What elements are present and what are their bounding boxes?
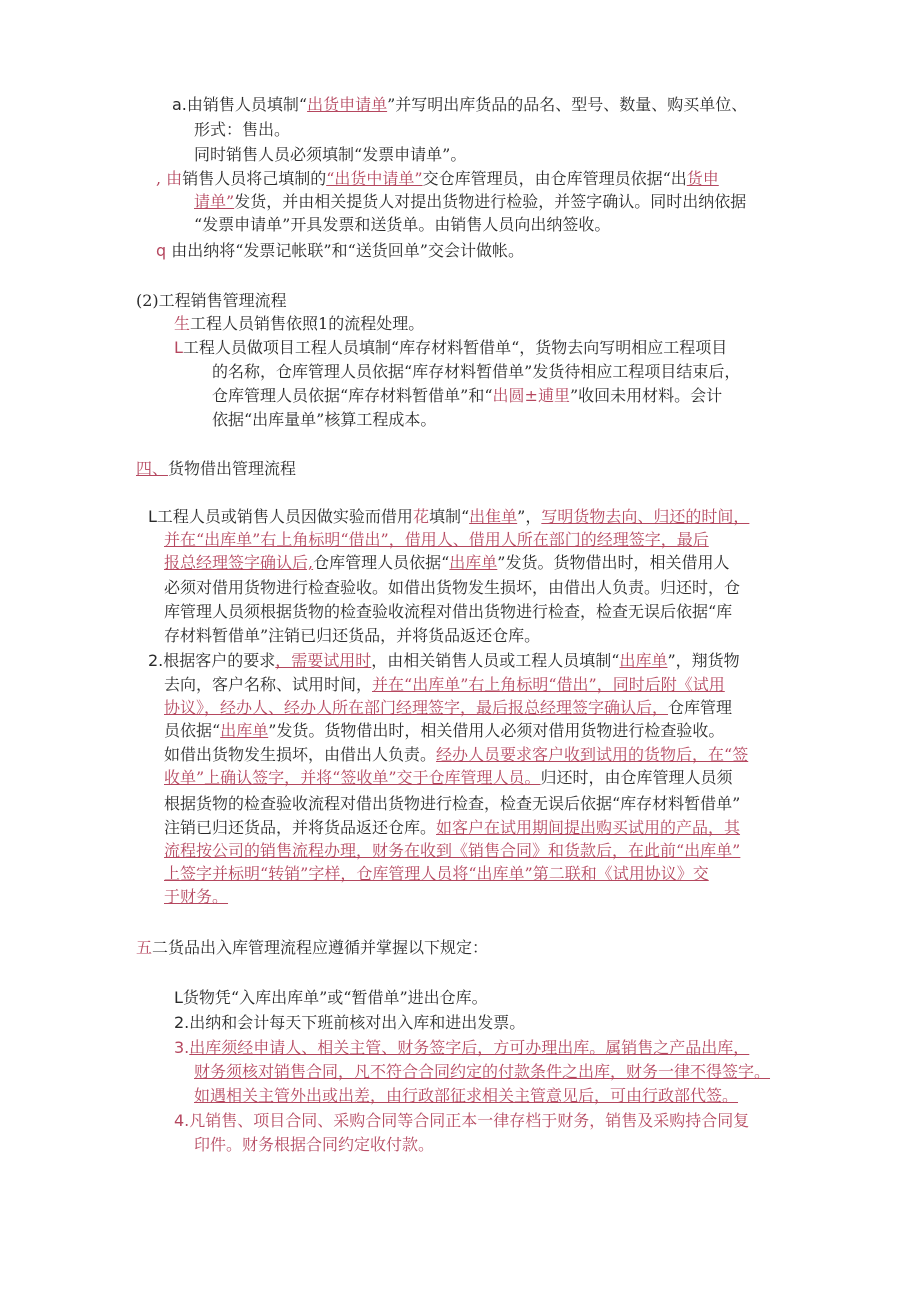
section-4-item-2-line1: 2.根据客户的要求，需要试用时，由相关销售人员或工程人员填制“出库单”，翔货物 [148, 651, 740, 670]
section-4-item-2-line10: 上签字并标明“转销”字样，仓库管理人员将“出库单”第二联和《试用协议》交 [164, 864, 709, 883]
section-4-item-2-line6: 收单”上确认签字，并将“签收单”交于仓库管理人员。归还时，由仓库管理人员须 [164, 768, 733, 787]
item-a-line1: a.由销售人员填制“出货申请单”并写明出库货品的品名、型号、数量、购买单位、 [172, 95, 748, 114]
section-5-item-3-line3: 如遇相关主管外出或出差，由行政部征求相关主管意见后，可由行政部代签。 [194, 1086, 739, 1105]
section-5-item-4-line1: 4.凡销售、项目合同、采购合同等合同正本一律存档于财务，销售及采购持合同复 [174, 1111, 750, 1130]
section-4-item-2-line9: 流程按公司的销售流程办理，财务在收到《销售合同》和货款后，在此前“出库单” [164, 841, 741, 860]
section-2-item-2-line4: 依据“出库量单”核算工程成本。 [212, 410, 437, 429]
section-2-item-2-line2: 的名称，仓库管理人员依据“库存材料暂借单”发货待相应工程项目结束后， [212, 362, 741, 381]
item-a-line3: 同时销售人员必须填制“发票申请单”。 [194, 145, 467, 164]
section-4-item-1-line2: 并在“出库单”右上角标明“借出”，借用人、借用人所在部门的经理签字，最后 [164, 530, 709, 549]
section-4-item-2-line8: 注销已归还货品，并将货品返还仓库。如客户在试用期间提出购买试用的产品，其 [164, 818, 741, 837]
item-a-line2: 形式：售出。 [194, 120, 291, 139]
section-4-title: 四、货物借出管理流程 [136, 459, 297, 478]
section-5-item-4-line2: 印件。财务根据合同约定收付款。 [194, 1135, 435, 1154]
section-4-item-2-line3: 协议》，经办人、经办人所在部门经理签字，最后报总经理签字确认后，仓库管理 [164, 698, 733, 717]
section-4-item-2-line4: 员依据“出库单”发货。货物借出时，相关借用人必须对借用货物进行检查验收。 [164, 721, 725, 740]
section-4-item-2-line5: 如借出货物发生损坏，由借出人负责。经办人员要求客户收到试用的货物后，在“签 [164, 745, 749, 764]
item-b-line3: “发票申请单”开具发票和送货单。由销售人员向出纳签收。 [194, 215, 611, 234]
section-4-item-2-line2: 去向，客户名称、试用时间，并在“出库单”右上角标明“借出”，同时后附《试用 [164, 675, 725, 694]
section-5-item-3-line2: 财务须核对销售合同，凡不符合合同约定的付款条件之出库，财务一律不得签字。 [194, 1062, 771, 1081]
section-4-item-1-line5: 库管理人员须根据货物的检查验收流程对借出货物进行检查，检查无误后依据“库 [164, 602, 733, 621]
section-4-item-2-line7: 根据货物的检查验收流程对借出货物进行检查，检查无误后依据“库存材料暂借单” [164, 794, 741, 813]
section-2-item-1: 生工程人员销售依照1的流程处理。 [174, 314, 425, 333]
item-c-line1: q 由出纳将“发票记帐联”和“送货回单”交会计做帐。 [156, 241, 524, 260]
section-4-item-1-line1: L工程人员或销售人员因做实验而借用花填制“出隹单”，写明货物去向、归还的时间， [148, 507, 750, 526]
section-4-item-1-line4: 必须对借用货物进行检查验收。如借出货物发生损坏，由借出人负责。归还时，仓 [164, 578, 741, 597]
section-5-item-2: 2.出纳和会计每天下班前核对出入库和进出发票。 [174, 1013, 526, 1032]
section-2-title: (2)工程销售管理流程 [136, 291, 287, 310]
item-b-line2: 请单”发货，并由相关提货人对提出货物进行检验，并签字确认。同时出纳依据 [194, 192, 747, 211]
section-5-item-3-line1: 3.出库须经申请人、相关主管、财务签字后，方可办理出库。属销售之产品出库， [174, 1038, 750, 1057]
section-4-item-1-line6: 存材料暂借单”注销已归还货品，并将货品返还仓库。 [164, 626, 541, 645]
section-5-title: 五二货品出入库管理流程应遵循并掌握以下规定： [136, 938, 489, 957]
section-2-item-2-line1: L工程人员做项目工程人员填制“库存材料暂借单“，货物去向写明相应工程项目 [174, 338, 728, 357]
section-5-item-1: L货物凭“入库出库单”或“暂借单”进出仓库。 [174, 988, 488, 1007]
section-4-item-1-line3: 报总经理签字确认后,仓库管理人员依据“出库单”发货。货物借出时，相关借用人 [164, 553, 730, 572]
section-2-item-2-line3: 仓库管理人员依据“库存材料暂借单”和“出圆±逋里”收回未用材料。会计 [212, 386, 723, 405]
item-b-line1: , 由销售人员将己填制的“出货中请单”交仓库管理员，由仓库管理员依据“出货申 [156, 169, 719, 188]
section-4-item-2-line11: 于财务。 [164, 887, 229, 906]
